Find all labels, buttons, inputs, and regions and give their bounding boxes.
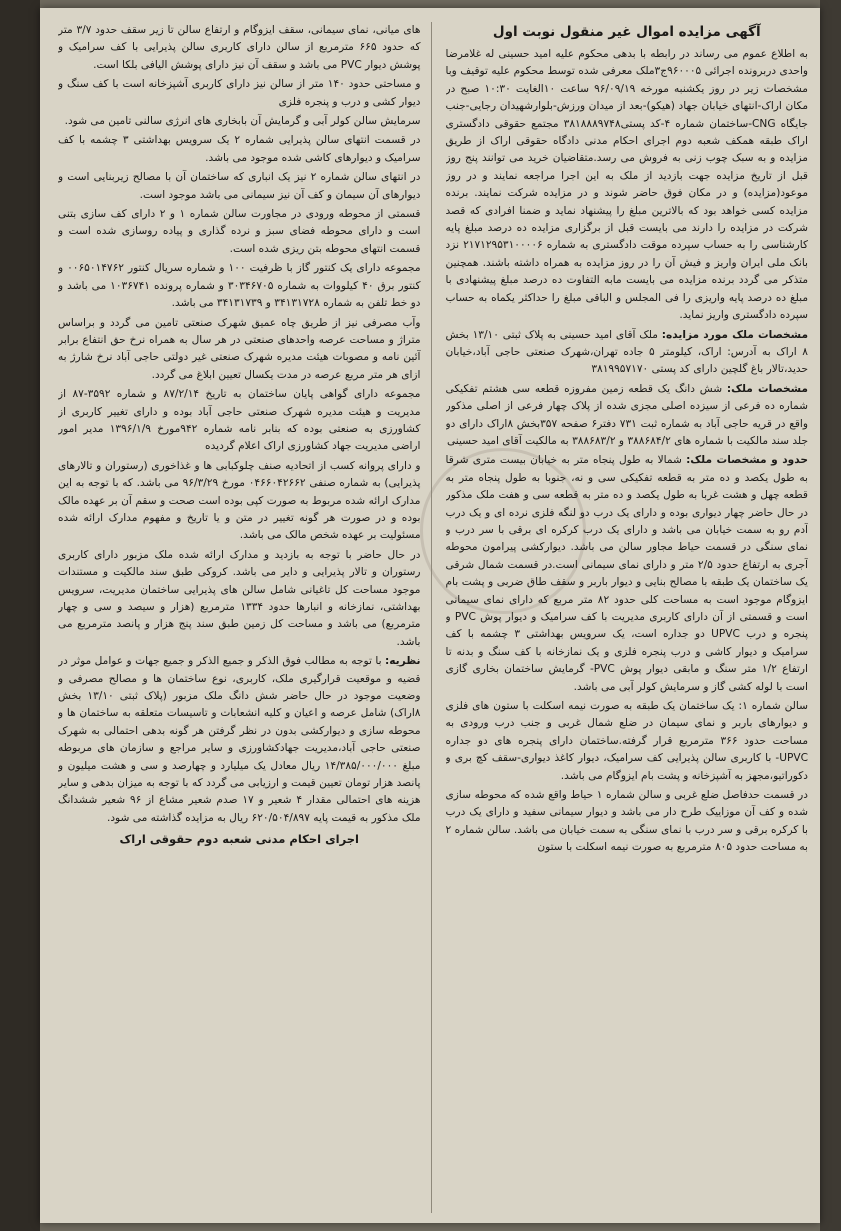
opinion-label: نظریه:: [384, 655, 421, 668]
left-paragraph-3: سرمایش سالن کولر آبی و گرمایش آن بابخاری های انرژی سالنی تامین می شود.: [64, 115, 421, 128]
opinion-text: با توجه به مطالب فوق الذکر و جمیع الذکر و جمیع جهات و عوامل موثر در قضیه و موقعیت قرارگیری ملک، کاربری، نوع ساختمان ها و مصالح مصرفی و وضعیت موجود در حال حاضر شش دانگ ملک مزبور (پلاک ثبتی ۱۳/۱۰ بخش ۸اراک) شامل عرصه و اعیان و کلیه انشعابات و تاسیسات متعلقه به ساختمان ها و محوطه سازی و دیوارکشی بدون در نظر گرفتن هر گونه بدهی احتمالی به شهرک صنعتی حاجی آباد،مدیریت جهادکشاورزی و سایر مراجع و سازمان های مربوطه مبلغ ۱۴/۳۸۵/۰۰۰/۰۰۰ ریال معادل یک میلیارد و چهارصد و سی و هشت میلیون و پانصد هزار تومان تعیین قیمت و ارزیابی می گردد که با توجه به میزان بدهی و سایر هزینه های احتمالی مقدار ۴ شعیر و ۱۷ صدم شعیر مشاع از ۹۶ شعیر ششدانگ ملک مذکور به قیمت پایه ۶۲۰/۵۰۴/۸۹۷ ریال به مزایده گذاشته می شود.: [58, 655, 421, 824]
specs-paragraph: [446, 381, 809, 451]
right-column: [446, 22, 809, 1213]
left-paragraph-1: های میانی، نمای سیمانی، سقف ایزوگام و ارتفاع سالن تا زیر سقف حدود ۳/۷ متر که حدود ۶۶۵ مترمربع از سالن دارای کاربری سالن پذیرایی با کف سرامیک و پوشش دیوار PVC می باشد و سقف آن نیز دارای پوشش الیافی بلکا است.: [58, 24, 421, 71]
notice-title: آگهی مزایده اموال غیر منقول نوبت اول: [492, 24, 761, 40]
background-left-edge: [0, 0, 40, 1231]
specs-text: شش دانگ یک قطعه زمین مفروزه قطعه سی هشتم تفکیکی شماره ده فرعی از سیزده اصلی مجزی شده از پلاک چهار فرعی از اصلی مذکور واقع در قریه حاجی آباد به شماره ثبت ۷۳۱ دفتر۶ صفحه ۳۵۷بخش ۸اراک دارای دو جلد سند مالکیت با شماره های ۳۸۸۶۸۴/۲ و ۳۸۸۶۸۳/۲ به مالکیت آقای امید حسینی: [445, 382, 808, 447]
left-paragraph-7: مجموعه دارای یک کنتور گاز با ظرفیت ۱۰۰ و شماره سریال کنتور ۰۰۶۵۰۱۴۷۶۲ و کنتور برق ۴۰ کیلووات به شماره ۳۰۳۴۶۷۰۵ و شماره پرونده ۱۰۳۶۷۴۱ می باشد و دو خط تلفن به شماره ۳۴۱۳۱۷۲۸ و ۳۴۱۳۱۷۳۹ می باشد.: [58, 262, 421, 310]
hall2-paragraph: در قسمت حدفاصل ضلع غربی و سالن شماره ۱ حیاط واقع شده که محوطه سازی شده و کف آن موزاییک طرح دار می باشد و دیوار سیمانی سفید و دارای یک درب با کرکره برقی و سر درب با نمای سنگی به سمت خیابان می باشد. سالن شماره ۲ به مساحت حدود ۸۰۵ مترمربع به صورت نیمه اسکلت با ستون: [445, 789, 808, 854]
intro-paragraph: به اطلاع عموم می رساند در رابطه با بدهی محکوم علیه امید حسینی له غلامرضا واحدی دربرونده اجرائی ۹۶۰۰۰۵ج۳ملک معرفی شده توسط محکوم علیه توقیف وبا مشخصات زیر در روز یکشنبه مورخه ۹۶/۰۹/۱۹ ساعت ۱۰الغایت ۱۰:۳۰ صبح در مکان اراک-انتهای خیابان جهاد (هیکو)-بعد از میدان ورزش-بلوارشهیدان رجایی-جنب جایگاه CNG-ساختمان شماره ۴-کد پستی۳۸۱۸۸۸۹۷۴۸ مجتمع حقوقی دادگستری اراک طبقه همکف شعبه دوم اجرای احکام مدنی دادگاه حقوقی اراک از طریق مزایده و به سبک چوب زنی به فروش می رسد.متقاضیان خرید می توانند پنج روز قبل از تاریخ مزایده جهت بازدید از ملک به این اجرا مراجعه نمایند و در روز موعود(مزایده) و در مکان فوق حاضر شوند و در مزایده شرکت نمایند. برنده مزایده کسی خواهد بود که بالاترین مبلغ را پیشنهاد نماید و ضمنا افرادی که قصد شرکت در مزایده را دارند می بایست قبل از برگزاری مزایده ده درصد مبلغ پایه کارشناسی را به حساب سپرده موقت دادگستری به شماره ۲۱۷۱۲۹۵۳۱۰۰۰۰۶ نزد بانک ملی ایران واریز و فیش آن را در روز مزایده به همراه داشته باشند. همچنین متذکر می گردد برنده مزایده می بایست مابه التفاوت ده درصد مبلغ پیشنهادی با مبلغ ده درصد پایه واریزی را فی المجلس و الباقی مبلغ را حداکثر یکماه به حساب سپرده دادگستری واریز نماید.: [445, 48, 808, 322]
left-paragraph-8: وآب مصرفی نیز از طریق چاه عمیق شهرک صنعتی تامین می گردد و براساس متراژ و مساحت عرصه واحدهای صنعتی در هر سال به همراه نرخ حق انتفاع برابر آئین نامه و مصوبات هیئت مدیره شهرک صنعتی غیر دولتی حاجی آباد نرخ شارژ به ازای هر متر مربع عرصه در مدت یکسال تعیین ابلاغ می گردد.: [58, 316, 421, 381]
left-paragraph-2: و مساحتی حدود ۱۴۰ متر از سالن نیز دارای کاربری آشپزخانه است با کف سنگ و دیوار کشی و درب و پنجره فلزی: [58, 78, 421, 108]
property-label: مشخصات ملک مورد مزایده:: [661, 328, 808, 341]
property-paragraph: [446, 327, 809, 379]
bounds-label: حدود و مشخصات ملک:: [686, 454, 808, 467]
bounds-text: شمالا به طول پنجاه متر به خیابان بیست متری شرقا به طول یکصد و ده متر به قطعه تفکیکی سی و نه، جنوبا به طول پنجاه متر به قطعه چهل و هشت غربا به طول یکصد و ده متر به قطعه سی و هفت ملک مذکور در حال حاضر چهار دیواری بوده و دارای یک درب دو لنگه فلزی نرده ای و یک درب آدم رو به سمت خیابان می باشد و دارای یک درب کرکره ای برقی با سر درب و نمای سنگی در قسمت حیاط مجاور سالن می باشد. دیوارکشی پیرامون محوطه آجری به ارتفاع حدود ۲/۵ متر و دارای نمای سیمانی است.در قسمت شمال شرقی یک ساختمان یک طبقه با مصالح بنایی و دیوار باربر و سقف طاق ضربی و پشت بام ایزوگام موجود است به مساحت کلی حدود ۸۲ متر مربع که دارای نمای سیمانی است و قسمتی از آن دارای کاربری مدیریت با کف سرامیک و دیوار پوش PVC و پنجره و درب UPVC دو جداره است، یک سرویس بهداشتی ۳ چشمه با کف سرامیک و دیوار کاشی و درب پنجره فلزی و یک نمازخانه با کف سنگ و بدنه تا ارتفاع ۱/۲ متر سنگ و مابقی دیوار پوش PVC- گرمایش ساختمان بخاری گازی است با لوله کشی گاز و سرمایش کولر آبی می باشد.: [445, 454, 808, 693]
issuer-signature: اجرای احکام مدنی شعبه دوم حقوقی اراک: [119, 832, 359, 847]
bounds-paragraph: [446, 452, 809, 696]
opinion-paragraph: [58, 653, 421, 827]
hall1-paragraph: سالن شماره ۱: یک ساختمان یک طبقه به صورت نیمه اسکلت با ستون های فلزی و دیوارهای باربر و نمای سیمان در ضلع شمال غربی و جنب درب ورودی به مساحت حدود ۳۶۶ مترمربع قرار گرفته.ساختمان دارای پنجره های دو جداره UPVC- با کاربری سالن پذیرایی کف سرامیک، دیوار کاغذ دیواری-سقف کچ بری و دکوراتیو،مجهز به آشپزخانه و پشت بام ایزوگام می باشد.: [445, 700, 808, 782]
background-right-edge: [820, 0, 841, 1231]
left-paragraph-4: در قسمت انتهای سالن پذیرایی شماره ۲ یک سرویس بهداشتی ۳ چشمه با کف سرامیک و دیوارهای کاشی شده موجود می باشد.: [58, 134, 421, 164]
notice-columns: [58, 22, 808, 1213]
left-paragraph-5: در انتهای سالن شماره ۲ نیز یک انباری که ساختمان آن با مصالح زیربنایی است و دیوارهای آن سیمان و کف آن نیز سیمانی می باشد موجود است.: [58, 171, 421, 201]
left-paragraph-9: مجموعه دارای گواهی پایان ساختمان به تاریخ ۸۷/۲/۱۴ و شماره ۳۵۹۲-۸۷ از مدیریت و هیئت مدیره شهرک صنعتی حاجی آباد بوده و دارای تغییر کاربری از کشاورزی به صنعتی بوده که بنابر نامه شماره ۹۴۲مورخ ۱۳۹۶/۱/۹ مدیر امور اراضی مدیریت جهاد کشاورزی اراک اعلام گردیده: [58, 388, 421, 453]
newspaper-clipping: [40, 8, 820, 1223]
left-column: [58, 22, 432, 1213]
left-paragraph-6: قسمتی از محوطه ورودی در مجاورت سالن شماره ۱ و ۲ دارای کف سازی بتنی است و دارای محوطه فضای سبز و نرده گذاری و پیاده روسازی شده است و قسمت انتهای محوطه بتن ریزی شده است.: [58, 208, 421, 255]
property-text: ملک آقای امید حسینی به پلاک ثبتی ۱۳/۱۰ بخش ۸ اراک به آدرس: اراک، کیلومتر ۵ جاده تهران،شهرک صنعتی حاجی آباد،خیابان حدید،تالار باغ گلچین دارای کد پستی ۳۸۱۹۹۵۷۱۷۰: [445, 328, 808, 376]
specs-label: مشخصات ملک:: [726, 382, 808, 395]
left-paragraph-10: و دارای پروانه کسب از اتحادیه صنف چلوکبابی ها و غذاخوری (رستوران و تالارهای پذیرایی) به شماره صنفی ۰۴۶۶۰۴۲۶۶۲ مورخ ۹۶/۳/۲۹ می باشد. که با توجه به این مدارک ارائه شده مربوط به صورت کپی بوده است صحت و سقم آن بر عهده مالک بوده و در صورت هر گونه تغییر در متن و یا تاریخ و مفهوم مدارک ارائه شده مسئولیت بر عهده شخص مالک می باشد.: [58, 459, 421, 542]
left-paragraph-11: در حال حاضر با توجه به بازدید و مدارک ارائه شده ملک مزبور دارای کاربری رستوران و تالار پذیرایی و دایر می باشد. کروکی طبق سند مالکیت و مستندات موجود مساحت کل تاغیانی شامل سالن های پذیرایی ساختمان مدیریت، سرویس بهداشتی، نمازخانه و انبارها حدود ۱۳۳۴ مترمربع (هزار و سیصد و سی و چهار مترمربع) می باشد و مساحت کل زمین طبق سند پنج هزار و پانصد مترمربع می باشد.: [58, 548, 421, 648]
